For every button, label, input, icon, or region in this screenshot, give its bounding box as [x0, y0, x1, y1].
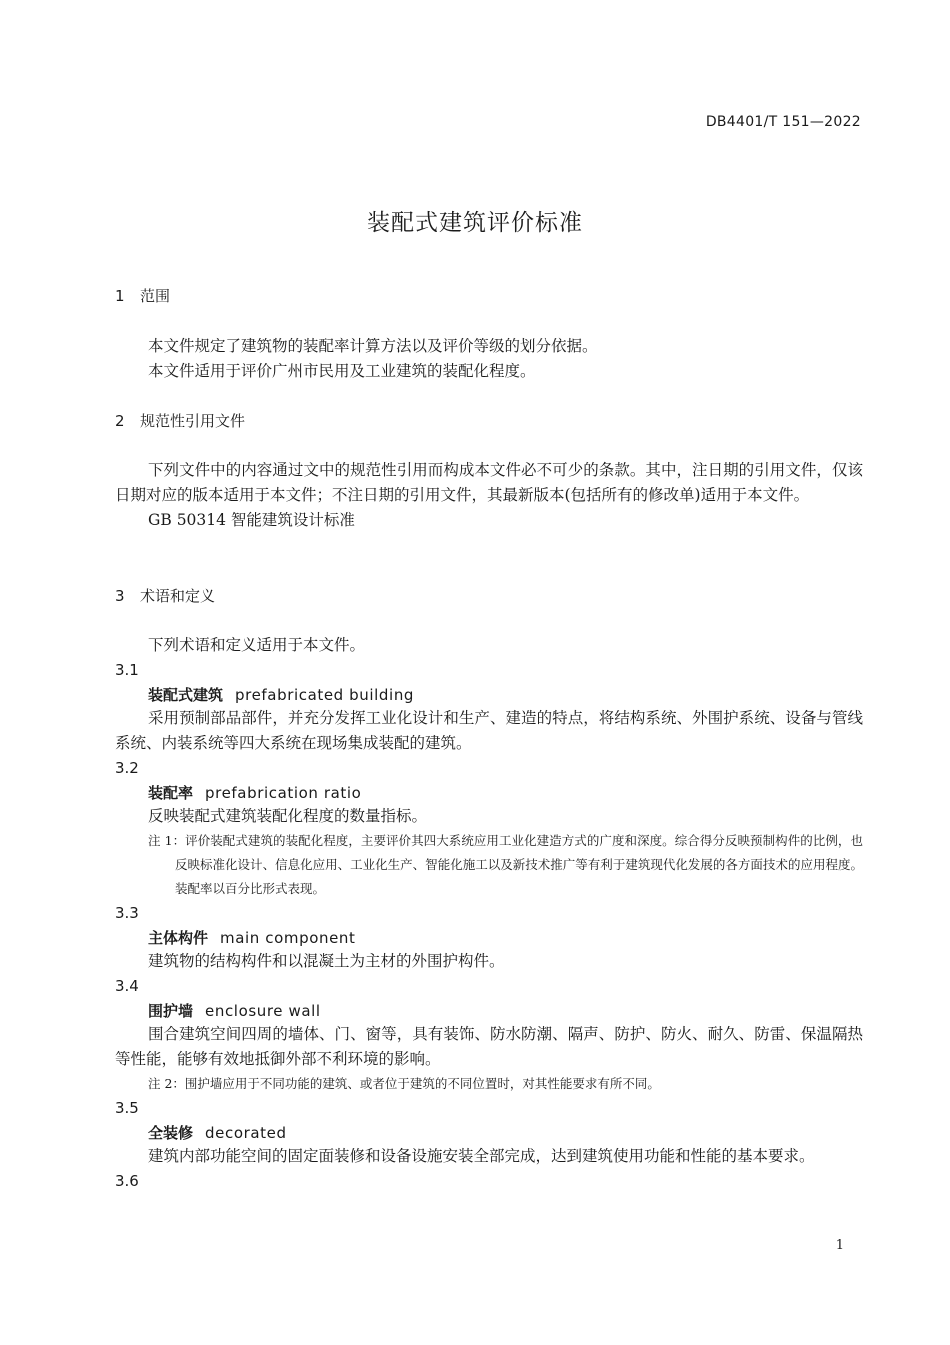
term-definition: 建筑内部功能空间的固定面装修和设备设施安装全部完成，达到建筑使用功能和性能的基本要求。 [148, 1147, 815, 1165]
term-name: 装配式建筑 prefabricated building [148, 686, 415, 704]
section-2-body [115, 458, 863, 533]
reference-item: GB 50314 智能建筑设计标准 [148, 511, 355, 529]
doc-code: DB4401/T 151—2022 [705, 114, 861, 130]
term-number: 3.4 [115, 977, 139, 995]
term-name: 主体构件 main component [148, 929, 356, 947]
term-number: 3.6 [115, 1172, 139, 1190]
term-number: 3.1 [115, 661, 139, 679]
page-title: 装配式建筑评价标准 [367, 210, 583, 236]
note: 注 1：评价装配式建筑的装配化程度，主要评价其四大系统应用工业化建造方式的广度和深度。综合得分反映预制构件的比例，也反映标准化设计、信息化应用、工业化生产、智能化施工以及新技术推广等有利于建筑现代化发展的各方面技术的应用程度。装配率以百分比形式表现。 [148, 833, 863, 896]
paragraph: 下列术语和定义适用于本文件。 [148, 636, 366, 654]
paragraph: 下列文件中的内容通过文中的规范性引用而构成本文件必不可少的条款。其中，注日期的引用文件，仅该日期对应的版本适用于本文件；不注日期的引用文件，其最新版本(包括所有的修改单)适用于本文件。 [115, 461, 863, 504]
section-3-heading: 3 术语和定义 [115, 587, 216, 605]
term-name: 装配率 prefabrication ratio [148, 784, 362, 802]
term-definition: 围合建筑空间四周的墙体、门、窗等，具有装饰、防水防潮、隔声、防护、防火、耐久、防雷、保温隔热等性能，能够有效地抵御外部不利环境的影响。 [115, 1025, 863, 1068]
paragraph: 本文件规定了建筑物的装配率计算方法以及评价等级的划分依据。 [148, 337, 598, 355]
term-definition: 建筑物的结构构件和以混凝土为主材的外围护构件。 [148, 952, 505, 970]
section-1-heading: 1 范围 [115, 287, 171, 305]
note: 注 2：围护墙应用于不同功能的建筑、或者位于建筑的不同位置时，对其性能要求有所不同。 [148, 1076, 660, 1091]
section-1-body [115, 334, 863, 384]
term-number: 3.2 [115, 759, 139, 777]
term-number: 3.5 [115, 1099, 139, 1117]
page-number: 1 [835, 1238, 844, 1253]
term-name: 全装修 decorated [148, 1124, 287, 1142]
section-3-body [115, 633, 863, 1192]
term-definition: 反映装配式建筑装配化程度的数量指标。 [148, 807, 428, 825]
term-name: 围护墙 enclosure wall [148, 1002, 321, 1020]
term-definition: 采用预制部品部件，并充分发挥工业化设计和生产、建造的特点，将结构系统、外围护系统、设备与管线系统、内装系统等四大系统在现场集成装配的建筑。 [115, 709, 863, 752]
section-2-heading: 2 规范性引用文件 [115, 412, 246, 430]
paragraph: 本文件适用于评价广州市民用及工业建筑的装配化程度。 [148, 362, 536, 380]
term-number: 3.3 [115, 904, 139, 922]
